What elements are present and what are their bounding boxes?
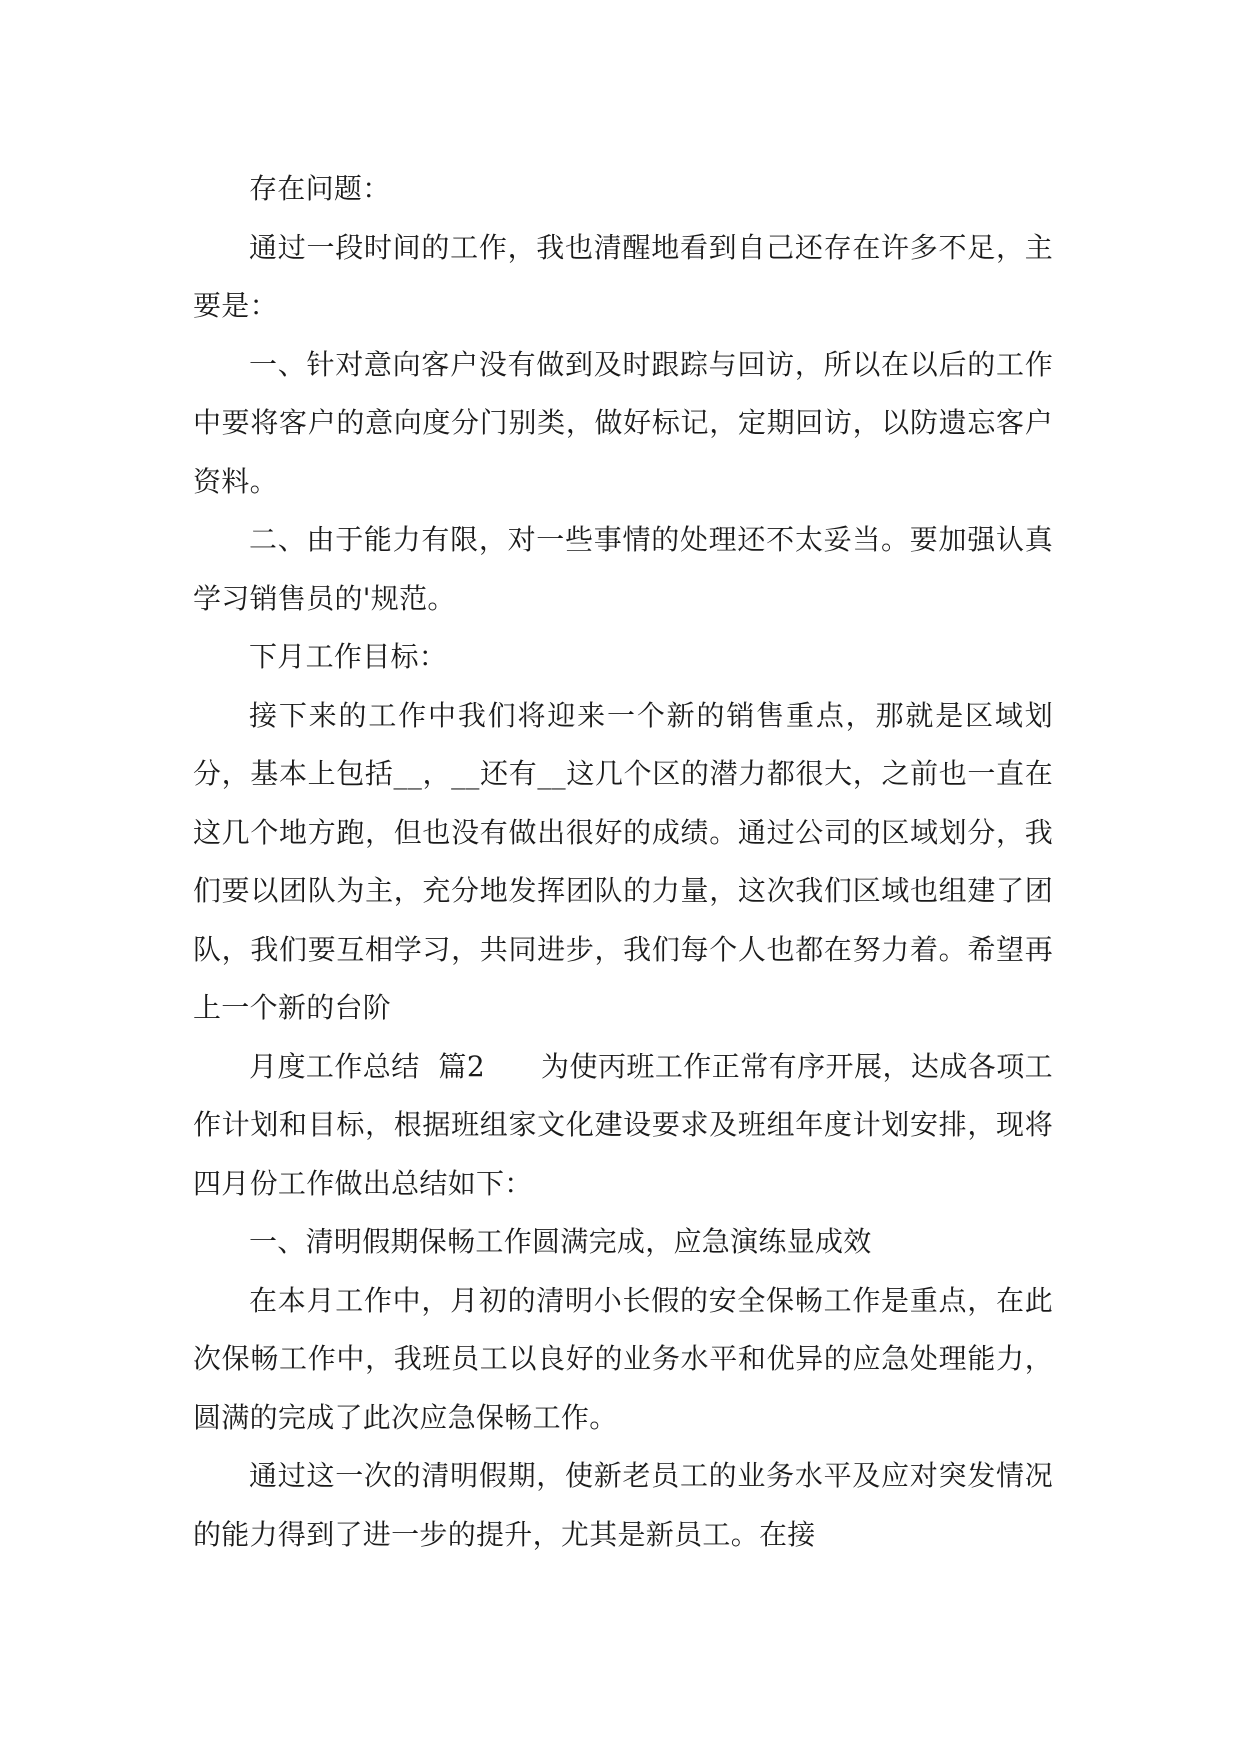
paragraph-summary-2-intro: 月度工作总结 篇2 为使丙班工作正常有序开展，达成各项工作计划和目标，根据班组家文化建设要求及班组年度计划安排，现将四月份工作做出总结如下： bbox=[193, 1049, 1053, 1200]
paragraph-section-1-body: 在本月工作中，月初的清明小长假的安全保畅工作是重点，在此次保畅工作中，我班员工以良好的业务水平和优异的应急处理能力，圆满的完成了此次应急保畅工作。 bbox=[193, 1283, 1053, 1434]
paragraph-section-1-heading: 一、清明假期保畅工作圆满完成，应急演练显成效 bbox=[249, 1225, 872, 1258]
document-body bbox=[193, 160, 1053, 1564]
paragraph-goals-heading: 下月工作目标： bbox=[249, 640, 448, 673]
paragraph-section-1-continued: 通过这一次的清明假期，使新老员工的业务水平及应对突发情况的能力得到了进一步的提升，尤其是新员工。在接 bbox=[193, 1459, 1053, 1551]
paragraph-problems-heading: 存在问题： bbox=[249, 172, 391, 205]
paragraph-problem-2: 二、由于能力有限，对一些事情的处理还不太妥当。要加强认真学习销售员的'规范。 bbox=[193, 523, 1053, 615]
paragraph-problem-1: 一、针对意向客户没有做到及时跟踪与回访，所以在以后的工作中要将客户的意向度分门别类，做好标记，定期回访，以防遗忘客户资料。 bbox=[193, 347, 1053, 498]
paragraph-problems-intro: 通过一段时间的工作，我也清醒地看到自己还存在许多不足，主要是： bbox=[193, 230, 1053, 322]
paragraph-goals-body: 接下来的工作中我们将迎来一个新的销售重点，那就是区域划分，基本上包括__，__还有__这几个区的潜力都很大，之前也一直在这几个地方跑，但也没有做出很好的成绩。通过公司的区域划分，我们要以团队为主，充分地发挥团队的力量，这次我们区域也组建了团队，我们要互相学习，共同进步，我们每个人也都在努力着。希望再上一个新的台阶 bbox=[193, 698, 1053, 1024]
